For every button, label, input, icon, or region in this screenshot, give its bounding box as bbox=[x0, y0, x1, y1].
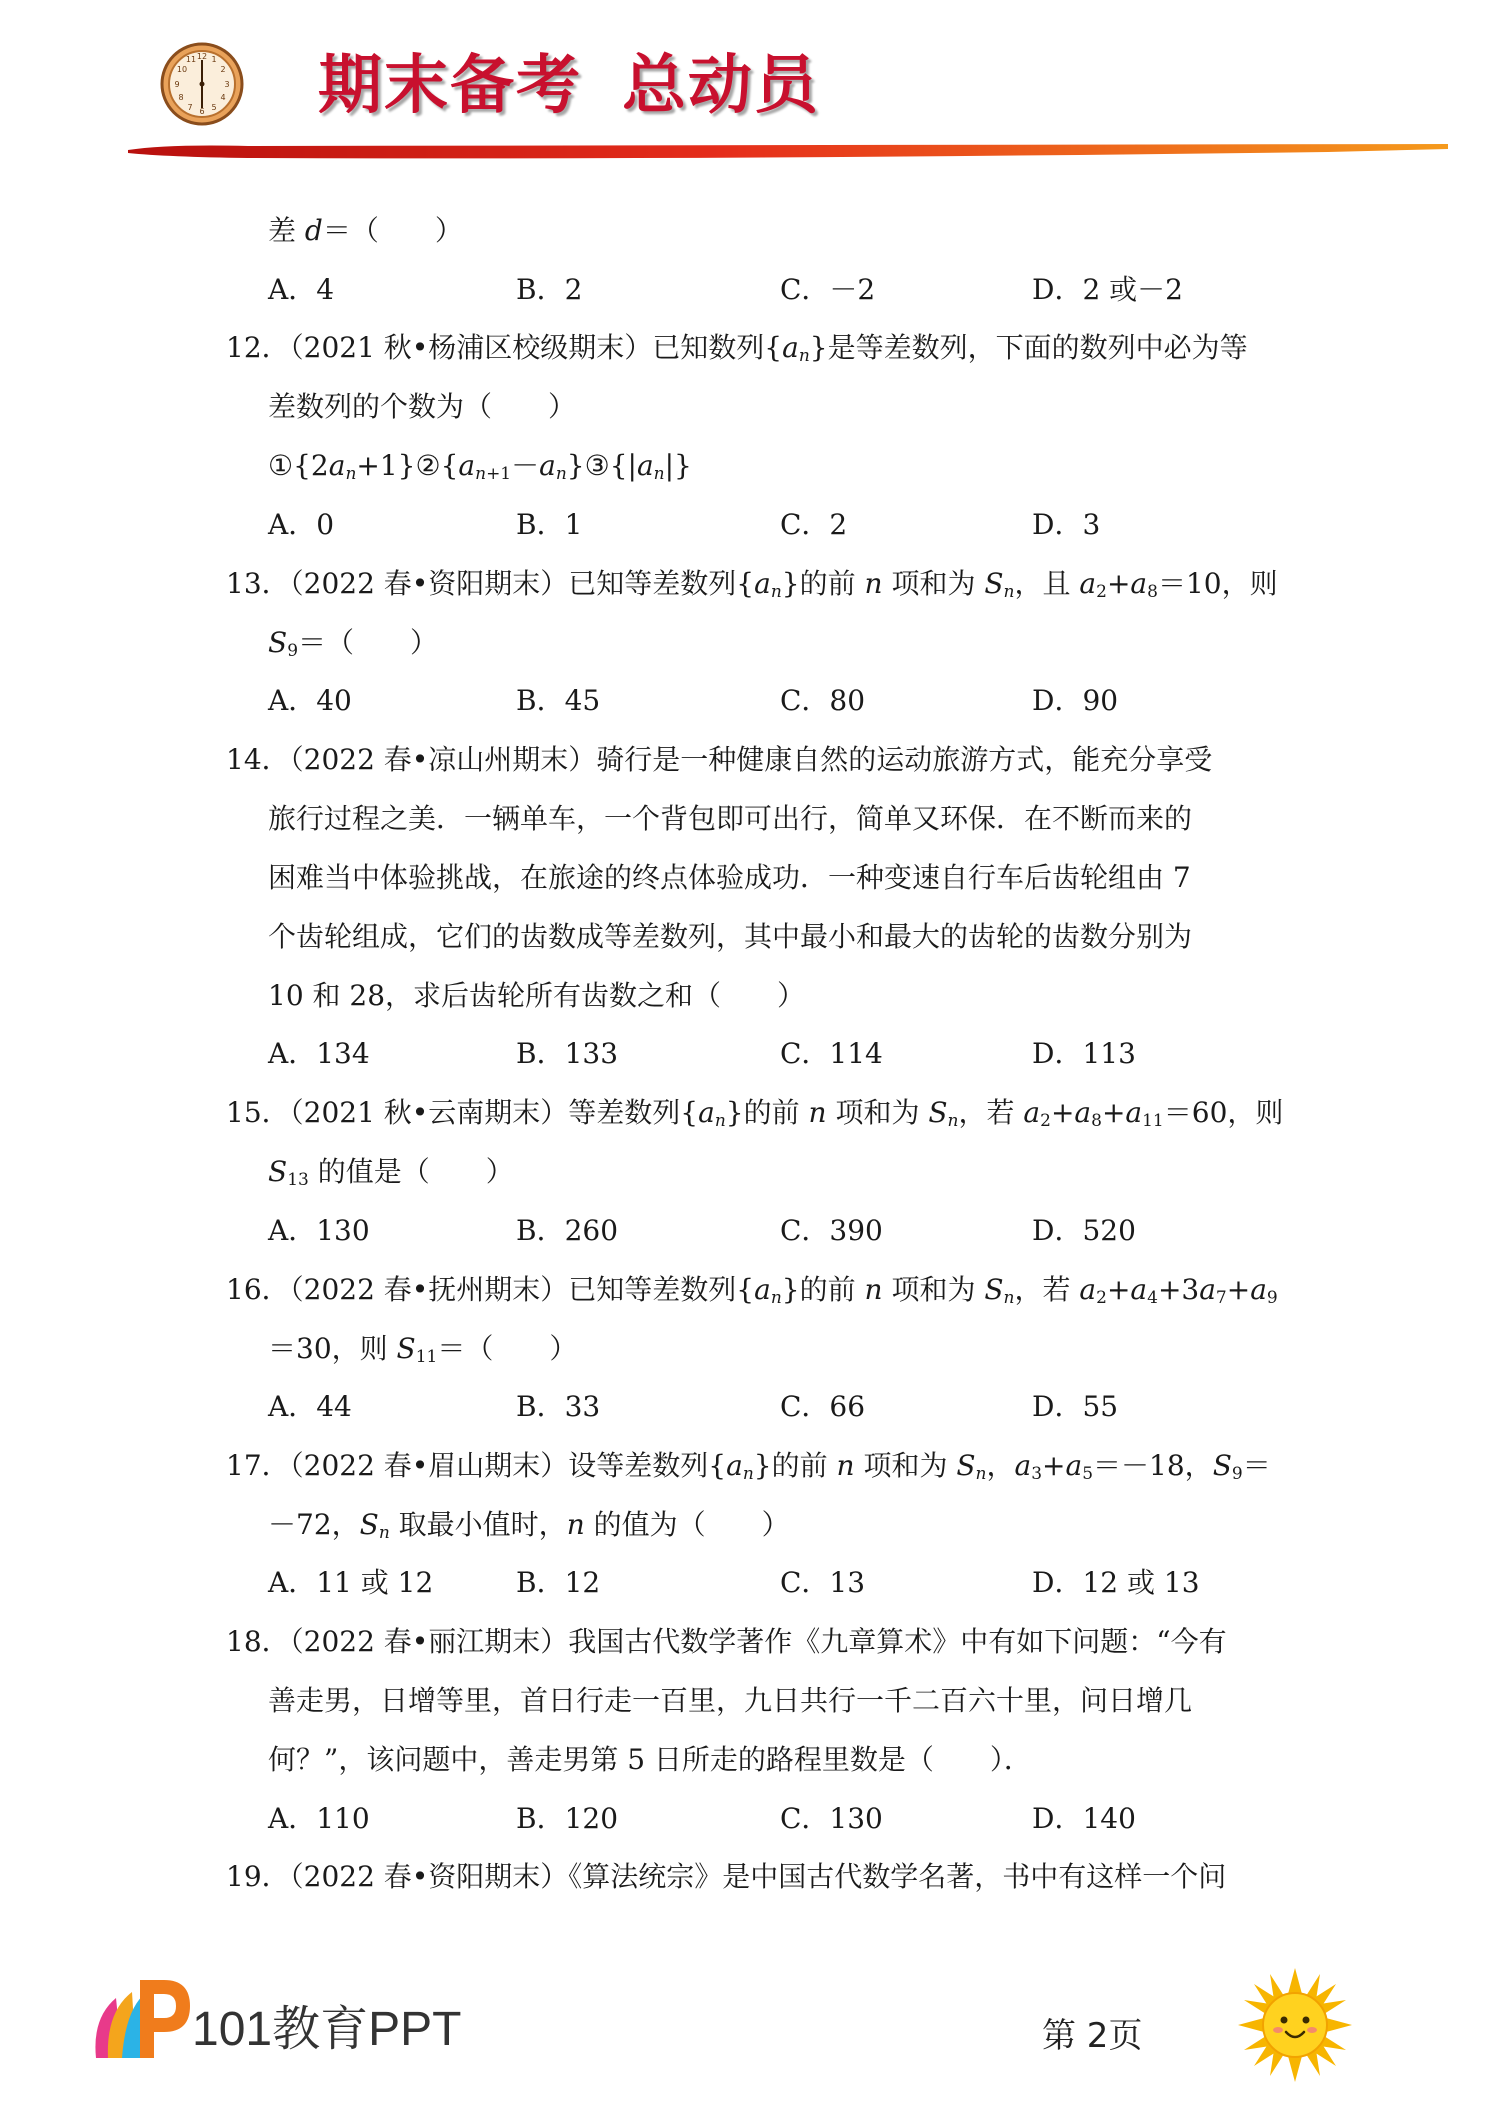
q18-option-d: D．140 bbox=[1032, 1802, 1136, 1835]
q14-stem-line: 旅行过程之美．一辆单车，一个背包即可出行，简单又环保．在不断而来的 bbox=[268, 802, 1193, 835]
q16-option-b: B．33 bbox=[516, 1390, 601, 1423]
q12-stem-line: 12．（2021 秋•杨浦区校级期末）已知数列$\{a_n\}$是等差数列，下面的数列中必为等 bbox=[226, 331, 1248, 366]
header-divider bbox=[128, 140, 1448, 166]
q14-option-d: D．113 bbox=[1032, 1037, 1136, 1070]
q13-option-d: D．90 bbox=[1032, 684, 1119, 717]
q12-option-a: A．0 bbox=[268, 508, 335, 541]
q16-stem-line: 16．（2022 春•抚州期末）已知等差数列$\{a_n\}$的前 n 项和为 $S_n$，若 $a_2+a_4+3a_7+a_9$ bbox=[226, 1273, 1278, 1308]
q11-option-c: C．－2 bbox=[780, 273, 876, 306]
q12-option-c: C．2 bbox=[780, 508, 848, 541]
q13-stem-line: $S_9=$（ ） bbox=[268, 626, 439, 661]
q15-option-c: C．390 bbox=[780, 1214, 883, 1247]
q15-option-d: D．520 bbox=[1032, 1214, 1136, 1247]
clock-numeral: 8 bbox=[178, 93, 184, 102]
clock-numeral: 1 bbox=[211, 55, 217, 64]
clock-numeral: 10 bbox=[176, 65, 188, 74]
clock-numeral: 11 bbox=[185, 55, 197, 64]
q15-stem-line: 15．（2021 秋•云南期末）等差数列$\{a_n\}$的前 n 项和为 $S_n$，若 $a_2+a_8+a_{11}=60$，则 bbox=[226, 1096, 1284, 1131]
clock-numeral: 4 bbox=[220, 93, 226, 102]
q14-stem-line: 10 和 28，求后齿轮所有齿数之和（ ） bbox=[268, 979, 806, 1012]
q18-option-a: A．110 bbox=[268, 1802, 370, 1835]
brand-name: 101教育PPT bbox=[192, 2003, 462, 2056]
page-number: 第 2页 bbox=[1042, 2016, 1143, 2056]
q11-option-d: D．2 或－2 bbox=[1032, 273, 1183, 306]
q17-stem-line: －72，$S_n$ 取最小值时，n 的值为（ ） bbox=[268, 1508, 790, 1543]
q17-stem-line: 17．（2022 春•眉山期末）设等差数列$\{a_n\}$的前 n 项和为 $S_n$，$a_3+a_5=-18$，$S_9=$ bbox=[226, 1449, 1271, 1484]
q18-stem-line: 善走男，日增等里，首日行走一百里，九日共行一千二百六十里，问日增几 bbox=[268, 1684, 1193, 1717]
q12-stem-line: $①\{2a_n+1\}②\{a_{n+1}-a_n\}③\{|a_n|\}$ bbox=[268, 449, 692, 484]
q11-option-b: B．2 bbox=[516, 273, 583, 306]
q16-option-c: C．66 bbox=[780, 1390, 866, 1423]
q12-stem-line: 差数列的个数为（ ） bbox=[268, 390, 577, 423]
banner-title-part1: 期末备考 bbox=[318, 48, 582, 123]
clock-numeral: 3 bbox=[224, 80, 230, 89]
q16-option-a: A．44 bbox=[268, 1390, 352, 1423]
clock-numeral: 9 bbox=[174, 80, 180, 89]
q11-stem-tail: 差 d＝（ ） bbox=[268, 214, 463, 247]
q14-stem-line: 14．（2022 春•凉山州期末）骑行是一种健康自然的运动旅游方式，能充分享受 bbox=[226, 743, 1213, 776]
q14-stem-line: 困难当中体验挑战，在旅途的终点体验成功．一种变速自行车后齿轮组由 7 bbox=[268, 861, 1191, 894]
q13-option-c: C．80 bbox=[780, 684, 866, 717]
q15-option-a: A．130 bbox=[268, 1214, 370, 1247]
q15-option-b: B．260 bbox=[516, 1214, 619, 1247]
banner-title bbox=[318, 34, 820, 126]
q18-option-b: B．120 bbox=[516, 1802, 619, 1835]
q18-stem-line: 18．（2022 春•丽江期末）我国古代数学著作《九章算术》中有如下问题：“今有 bbox=[226, 1625, 1227, 1658]
q17-option-b: B．12 bbox=[516, 1566, 601, 1599]
q11-option-a: A．4 bbox=[268, 273, 335, 306]
clock-numeral: 12 bbox=[196, 52, 208, 61]
banner-title-part2: 总动员 bbox=[622, 48, 820, 123]
q13-option-a: A．40 bbox=[268, 684, 352, 717]
q13-stem-line: 13．（2022 春•资阳期末）已知等差数列$\{a_n\}$的前 n 项和为 $S_n$，且 $a_2+a_8=10$，则 bbox=[226, 567, 1278, 602]
clock-numeral: 6 bbox=[199, 107, 205, 116]
q14-stem-line: 个齿轮组成，它们的齿数成等差数列，其中最小和最大的齿轮的齿数分别为 bbox=[268, 920, 1193, 953]
q13-option-b: B．45 bbox=[516, 684, 601, 717]
q12-option-d: D．3 bbox=[1032, 508, 1101, 541]
q14-option-b: B．133 bbox=[516, 1037, 619, 1070]
clock-numeral: 7 bbox=[187, 103, 193, 112]
clock-numeral: 2 bbox=[220, 65, 226, 74]
page-header bbox=[0, 0, 1488, 170]
q14-option-a: A．134 bbox=[268, 1037, 370, 1070]
q16-option-d: D．55 bbox=[1032, 1390, 1119, 1423]
clock-icon bbox=[160, 42, 244, 126]
q14-option-c: C．114 bbox=[780, 1037, 883, 1070]
sun-icon bbox=[1236, 1966, 1354, 2084]
q19-stem-line: 19．（2022 春•资阳期末）《算法统宗》是中国古代数学名著，书中有这样一个问 bbox=[226, 1860, 1227, 1893]
q17-option-c: C．13 bbox=[780, 1566, 866, 1599]
q18-option-c: C．130 bbox=[780, 1802, 883, 1835]
q17-option-d: D．12 或 13 bbox=[1032, 1566, 1200, 1599]
q17-option-a: A．11 或 12 bbox=[268, 1566, 434, 1599]
q18-stem-line: 何？”，该问题中，善走男第 5 日所走的路程里数是（ ）． bbox=[268, 1743, 1032, 1776]
q15-stem-line: $S_{13}$ 的值是（ ） bbox=[268, 1155, 514, 1190]
clock-numeral: 5 bbox=[211, 103, 217, 112]
q16-stem-line: ＝30，则 $S_{11}=$（ ） bbox=[268, 1332, 578, 1367]
q12-option-b: B．1 bbox=[516, 508, 583, 541]
